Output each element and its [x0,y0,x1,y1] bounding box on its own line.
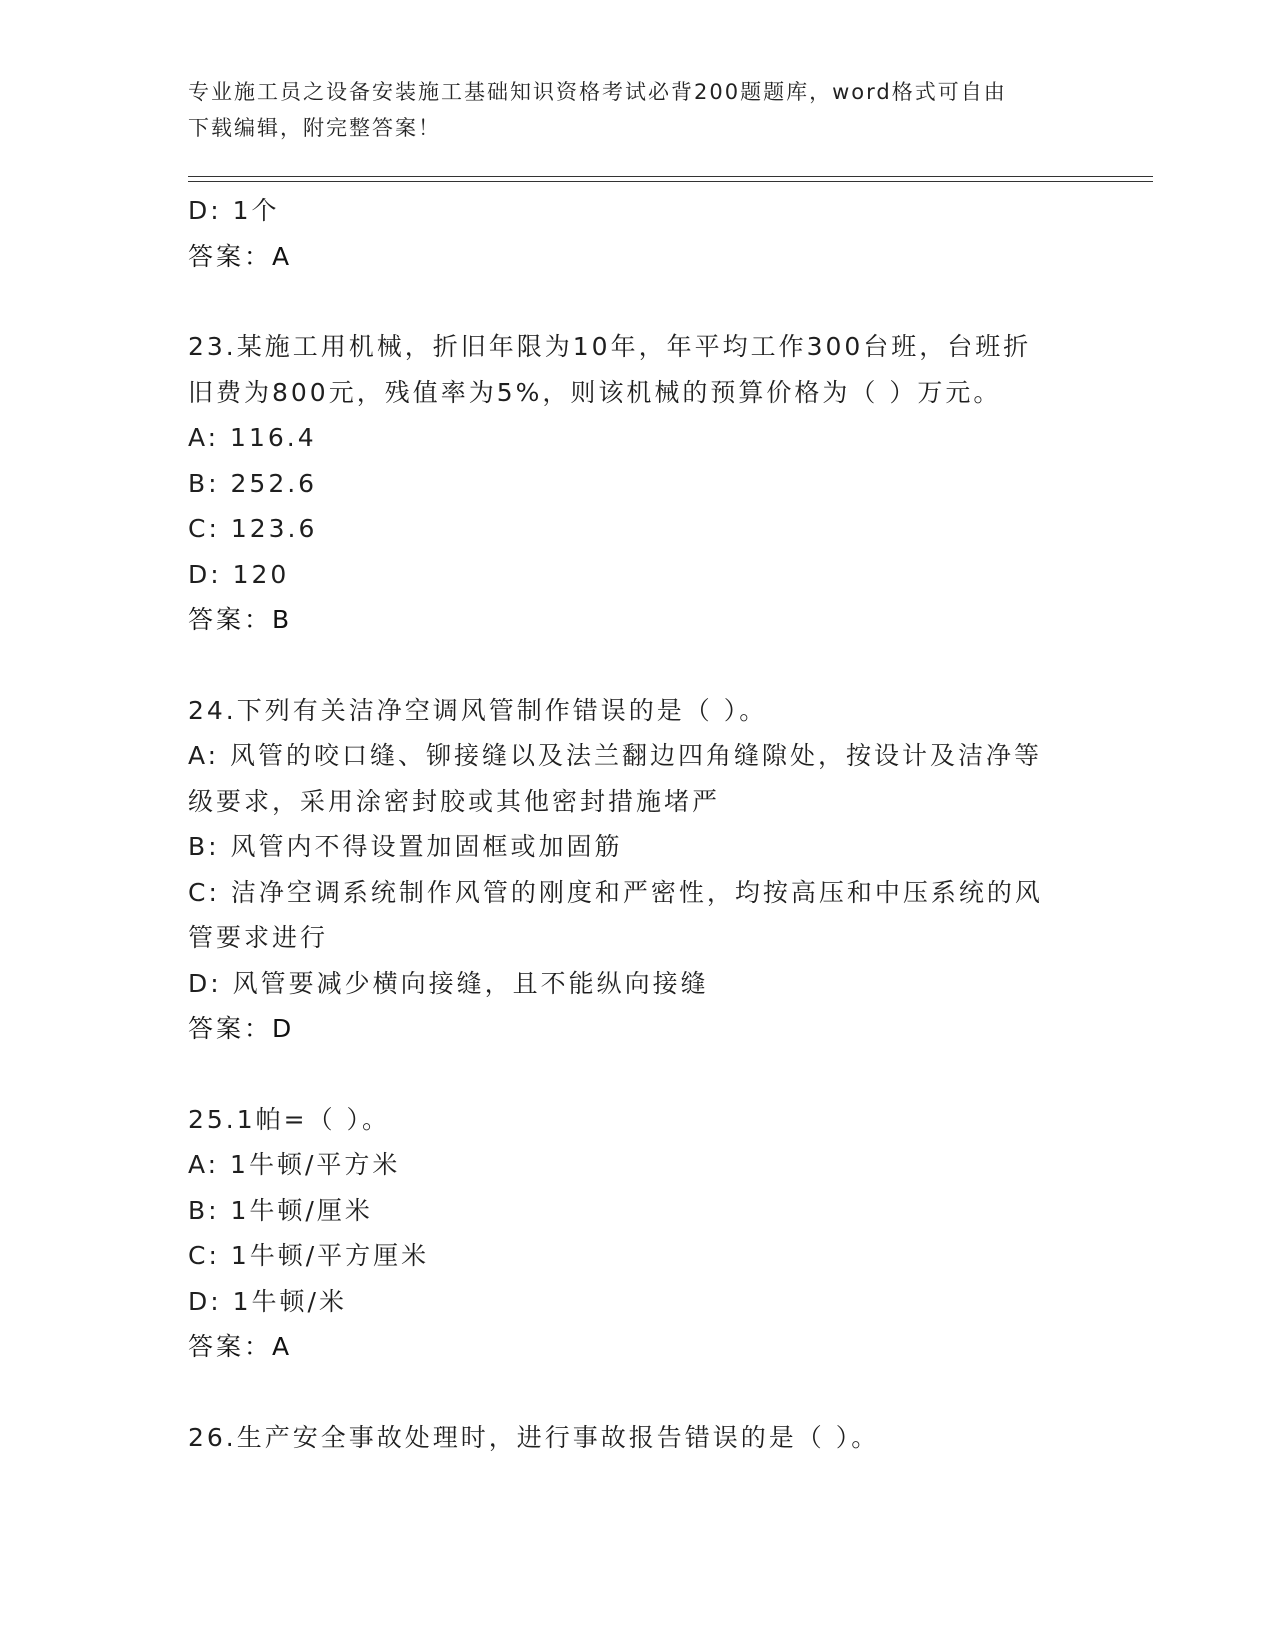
answer-line: 答案：A [188,241,293,271]
question-24 [188,688,1088,1052]
spacer [188,643,1088,688]
option-c: C: 123.6 [188,514,318,543]
header-rule-bottom [188,181,1153,182]
question-23 [188,324,1088,643]
question-stem: 26.生产安全事故处理时，进行事故报告错误的是（ ）。 [188,1422,880,1452]
option-c-continued: 管要求进行 [188,923,329,952]
option-d: D: 1牛顿/米 [188,1286,347,1316]
question-26 [188,1415,1088,1461]
option-a: A: 风管的咬口缝、铆接缝以及法兰翻边四角缝隙处，按设计及洁净等 [188,741,1043,770]
question-25 [188,1097,1088,1370]
option-a-continued: 级要求，采用涂密封胶或其他密封措施堵严 [188,786,721,816]
answer-line: 答案：B [188,605,293,634]
option-d: D: 风管要减少横向接缝，且不能纵向接缝 [188,968,709,998]
answer-line: 答案：A [188,1332,293,1361]
question-stem: 旧费为800元，残值率为5%，则该机械的预算价格为（ ）万元。 [188,377,1002,407]
option-b: B: 252.6 [188,468,318,498]
document-header [188,74,1068,146]
option-a: A: 1牛顿/平方米 [188,1150,401,1179]
option-a: A: 116.4 [188,423,317,452]
question-content [188,188,1088,1460]
spacer [188,1370,1088,1415]
question-stem: 24.下列有关洁净空调风管制作错误的是（ ）。 [188,695,768,725]
question-stem: 23.某施工用机械，折旧年限为10年，年平均工作300台班，台班折 [188,332,1032,361]
option-d: D: 120 [188,559,290,589]
header-line-2: 下载编辑，附完整答案！ [188,116,441,140]
header-line-1: 专业施工员之设备安装施工基础知识资格考试必背200题题库，word格式可自由 [188,80,1007,104]
option-b: B: 1牛顿/厘米 [188,1195,373,1225]
option-c: C: 1牛顿/平方厘米 [188,1241,430,1270]
spacer [188,1052,1088,1097]
spacer [188,279,1088,324]
header-rule-top [188,176,1153,177]
answer-line: 答案：D [188,1014,295,1043]
option-b: B: 风管内不得设置加固框或加固筋 [188,832,623,861]
option-c: C: 洁净空调系统制作风管的刚度和严密性，均按高压和中压系统的风 [188,877,1043,907]
option-d: D: 1个 [188,196,280,225]
question-stem: 25.1帕=（ ）。 [188,1104,391,1134]
